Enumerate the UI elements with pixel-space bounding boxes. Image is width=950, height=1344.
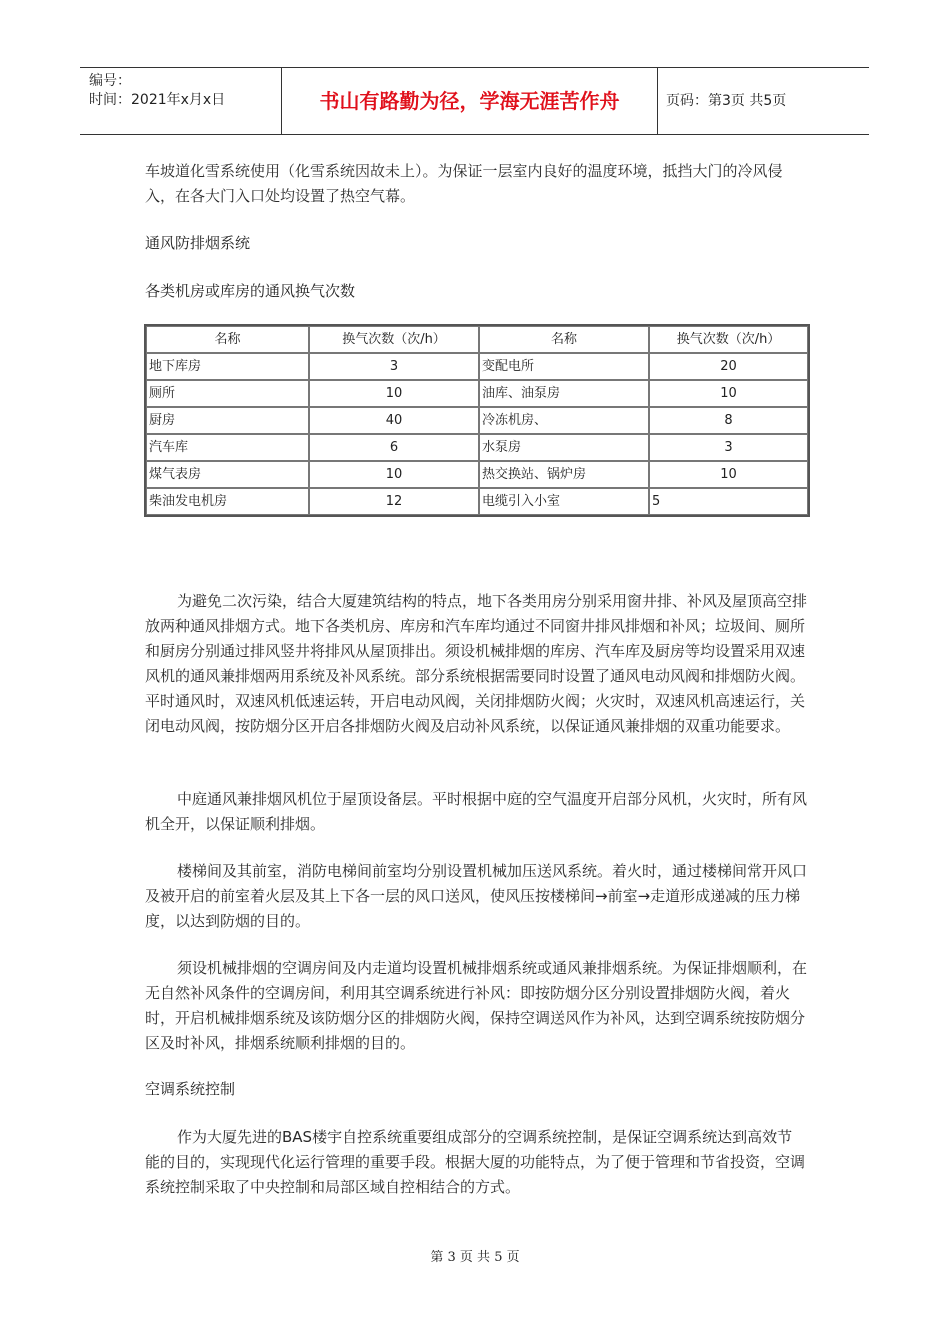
rate-cell: 20 <box>649 353 808 380</box>
section-heading-ac-control: 空调系统控制 <box>145 1080 236 1098</box>
paragraph-ac-rooms: 须设机械排烟的空调房间及内走道均设置机械排烟系统或通风兼排烟系统。为保证排烟顺利，在无自然补风条件的空调房间，利用其空调系统进行补风：即按防烟分区分别设置排烟防火阀，着火时，开启机械排烟系统及该防烟分区的排烟防火阀，保持空调送风作为补风，达到空调系统按防烟分区及时补风，排烟系统顺利排烟的目的。 <box>145 959 808 1052</box>
table-title: 各类机房或库房的通风换气次数 <box>145 282 356 300</box>
ventilation-table <box>144 324 810 517</box>
room-name-cell: 电缆引入小室 <box>479 488 649 515</box>
rate-cell: 10 <box>309 380 479 407</box>
room-name-cell: 水泵房 <box>479 434 649 461</box>
room-name-cell: 厨房 <box>146 407 309 434</box>
table-row <box>146 434 808 461</box>
section-heading-ventilation: 通风防排烟系统 <box>145 234 251 252</box>
rate-cell: 5 <box>649 488 808 515</box>
header-cell: 换气次数（次/h） <box>649 326 808 353</box>
rate-cell: 10 <box>309 461 479 488</box>
paragraph-smoke-exhaust-basement: 为避免二次污染，结合大厦建筑结构的特点，地下各类用房分别采用窗井排、补风及屋顶高空排放两种通风排烟方式。地下各类机房、库房和汽车库均通过不同窗井排风排烟和补风；垃圾间、厕所和厨房分别通过排风竖井将排风从屋顶排出。须设机械排烟的库房、汽车库及厨房等均设置采用双速风机的通风兼排烟两用系统及补风系统。部分系统根据需要同时设置了通风电动风阀和排烟防火阀。平时通风时，双速风机低速运转，开启电动风阀，关闭排烟防火阀；火灾时，双速风机高速运行，关闭电动风阀，按防烟分区开启各排烟防火阀及启动补风系统，以保证通风兼排烟的双重功能要求。 <box>145 592 808 735</box>
intro-paragraph: 车坡道化雪系统使用（化雪系统因故未上）。为保证一层室内良好的温度环境，抵挡大门的冷风侵入，在各大门入口处均设置了热空气幕。 <box>145 162 783 205</box>
rate-cell: 6 <box>309 434 479 461</box>
room-name-cell: 冷冻机房、 <box>479 407 649 434</box>
rate-cell: 12 <box>309 488 479 515</box>
rate-cell: 40 <box>309 407 479 434</box>
header-cell: 名称 <box>479 326 649 353</box>
header-cell: 名称 <box>146 326 309 353</box>
time-label: 时间：2021年x月x日 <box>89 92 226 108</box>
table-row <box>146 461 808 488</box>
header-cell: 换气次数（次/h） <box>309 326 479 353</box>
room-name-cell: 汽车库 <box>146 434 309 461</box>
room-name-cell: 变配电所 <box>479 353 649 380</box>
header-meta <box>80 68 282 134</box>
room-name-cell: 地下库房 <box>146 353 309 380</box>
rate-cell: 10 <box>649 461 808 488</box>
paragraph-stairwell: 楼梯间及其前室，消防电梯间前室均分别设置机械加压送风系统。着火时，通过楼梯间常开风口及被开启的前室着火层及其上下各一层的风口送风，使风压按楼梯间→前室→走道形成递减的压力梯度，以达到防烟的目的。 <box>145 862 808 930</box>
rate-cell: 3 <box>309 353 479 380</box>
table-row <box>146 353 808 380</box>
room-name-cell: 煤气表房 <box>146 461 309 488</box>
table-row <box>146 407 808 434</box>
page-footer: 第 3 页 共 5 页 <box>430 1250 520 1265</box>
number-label: 编号： <box>89 73 131 89</box>
room-name-cell: 厕所 <box>146 380 309 407</box>
page-header <box>80 67 869 135</box>
paragraph-atrium: 中庭通风兼排烟风机位于屋顶设备层。平时根据中庭的空气温度开启部分风机，火灾时，所有风机全开，以保证顺利排烟。 <box>145 790 808 833</box>
rate-cell: 3 <box>649 434 808 461</box>
room-name-cell: 热交换站、锅炉房 <box>479 461 649 488</box>
rate-cell: 10 <box>649 380 808 407</box>
room-name-cell: 油库、油泵房 <box>479 380 649 407</box>
table-header-row <box>146 326 808 353</box>
rate-cell: 8 <box>649 407 808 434</box>
table-row <box>146 488 808 515</box>
header-page-number: 页码：第3页 共5页 <box>666 93 787 109</box>
paragraph-ac-control: 作为大厦先进的BAS楼宇自控系统重要组成部分的空调系统控制，是保证空调系统达到高效节能的目的，实现现代化运行管理的重要手段。根据大厦的功能特点，为了便于管理和节省投资，空调系统控制采取了中央控制和局部区域自控相结合的方式。 <box>145 1128 806 1196</box>
room-name-cell: 柴油发电机房 <box>146 488 309 515</box>
header-motto: 书山有路勤为径，学海无涯苦作舟 <box>282 68 658 134</box>
table-row <box>146 380 808 407</box>
